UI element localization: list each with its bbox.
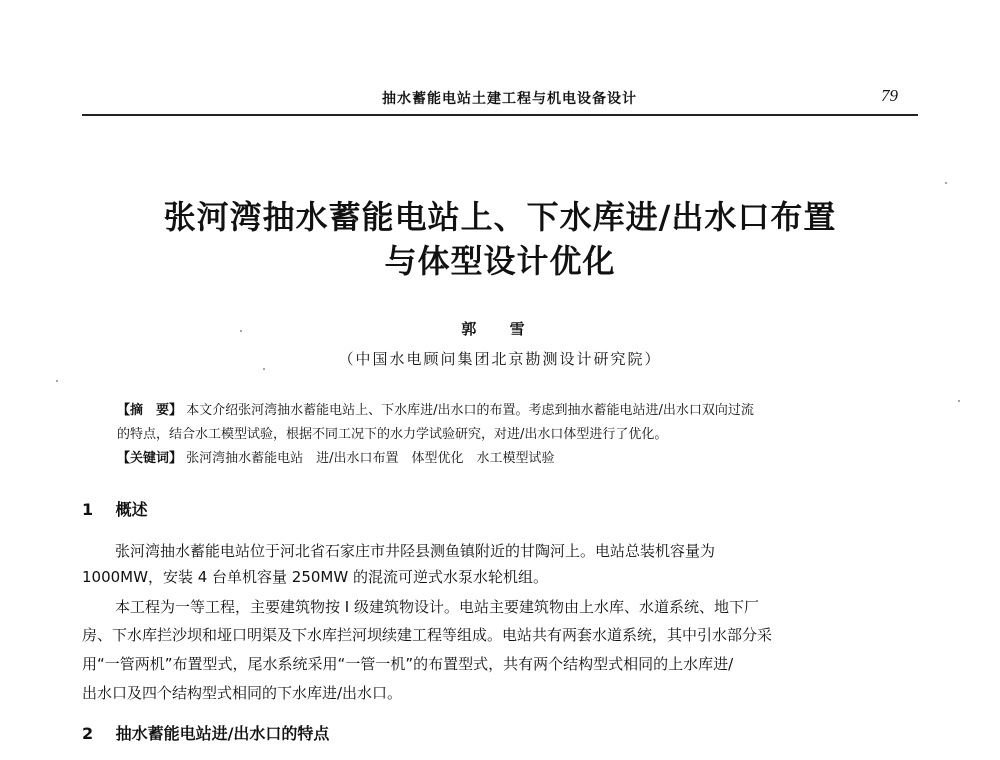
scan-speck <box>240 330 242 332</box>
paragraph-line: 房、下水库拦沙坝和垭口明渠及下水库拦河坝续建工程等组成。电站共有两套水道系统，其中引水部分采 <box>82 626 773 644</box>
page-number: 79 <box>881 86 898 105</box>
article-title-line-1: 张河湾抽水蓄能电站上、下水库进/出水口布置 <box>163 198 837 236</box>
keywords-text: 张河湾抽水蓄能电站 进/出水口布置 体型优化 水工模型试验 <box>186 451 555 466</box>
scan-speck <box>263 368 265 370</box>
author-affiliation: （中国水电顾问集团北京勘测设计研究院） <box>338 350 662 368</box>
scan-speck <box>945 182 947 184</box>
author-name: 郭 雪 <box>461 320 539 338</box>
section-1-heading <box>82 497 148 520</box>
paragraph-line: 本工程为一等工程，主要建筑物按 I 级建筑物设计。电站主要建筑物由上水库、水道系统、地下厂 <box>115 598 759 616</box>
abstract-label: 【摘 要】 <box>117 403 183 418</box>
paragraph-line: 用“一管两机”布置型式，尾水系统采用“一管一机”的布置型式，共有两个结构型式相同的上水库进/ <box>82 655 734 673</box>
section-2-heading <box>82 721 329 744</box>
section-2-title: 抽水蓄能电站进/出水口的特点 <box>115 724 330 743</box>
abstract-text-1: 本文介绍张河湾抽水蓄能电站上、下水库进/出水口的布置。考虑到抽水蓄能电站进/出水口双向过流 <box>186 403 754 418</box>
paragraph-line: 张河湾抽水蓄能电站位于河北省石家庄市井陉县测鱼镇附近的甘陶河上。电站总装机容量为 <box>115 542 716 560</box>
scan-speck <box>56 380 58 382</box>
section-1-title: 概述 <box>115 500 148 519</box>
journal-title: 抽水蓄能电站土建工程与机电设备设计 <box>382 91 637 107</box>
keywords-label: 【关键词】 <box>117 451 183 466</box>
abstract-line-2: 的特点，结合水工模型试验，根据不同工况下的水力学试验研究，对进/出水口体型进行了优化。 <box>117 427 668 442</box>
paragraph-line: 出水口及四个结构型式相同的下水库进/出水口。 <box>82 684 403 702</box>
running-header <box>82 86 918 116</box>
article-title-line-2: 与体型设计优化 <box>384 242 616 280</box>
abstract-line-1 <box>117 399 907 423</box>
section-1-number: 1 <box>82 500 94 519</box>
paragraph-line: 1000MW，安装 4 台单机容量 250MW 的混流可逆式水泵水轮机组。 <box>82 568 548 586</box>
section-2-number: 2 <box>82 724 94 743</box>
keywords-line <box>117 447 907 471</box>
scan-speck <box>958 400 960 402</box>
